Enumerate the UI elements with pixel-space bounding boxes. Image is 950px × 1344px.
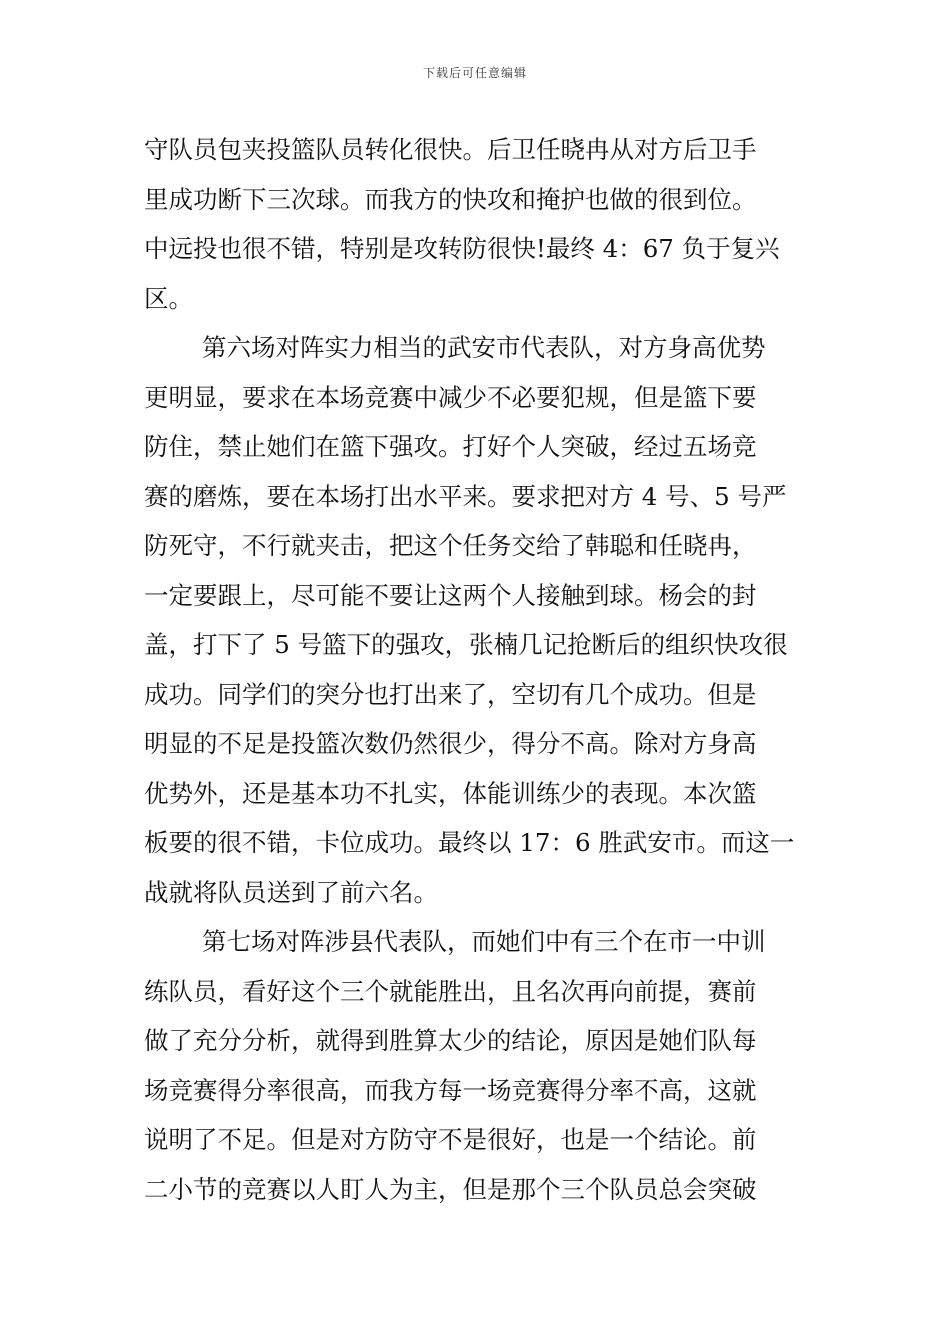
text-line: 战就将队员送到了前六名。 [144, 877, 438, 907]
text-line: 区。 [144, 283, 193, 313]
text-line: 盖，打下了 5 号篮下的强攻，张楠几记抢断后的组织快攻很 [144, 630, 788, 659]
text-line: 中远投也很不错，特别是攻转防很快!最终 4：67 负于复兴 [144, 234, 780, 263]
body-text [144, 125, 806, 1214]
text-line: 优势外，还是基本功不扎实，体能训练少的表现。本次篮 [144, 778, 757, 808]
paragraph-first-line: 第七场对阵涉县代表队，而她们中有三个在市一中训 [202, 927, 766, 956]
text-line: 更明显，要求在本场竞赛中减少不必要犯规，但是篮下要 [144, 382, 757, 412]
text-line: 赛的磨炼，要在本场打出水平来。要求把对方 4 号、5 号严 [144, 481, 787, 511]
text-line: 场竞赛得分率很高，而我方每一场竞赛得分率不高，这就 [144, 1075, 757, 1105]
text-line: 明显的不足是投篮次数仍然很少，得分不高。除对方身高 [144, 729, 757, 758]
text-line: 做了充分分析，就得到胜算太少的结论，原因是她们队每 [144, 1026, 757, 1055]
text-line: 成功。同学们的突分也打出来了，空切有几个成功。但是 [144, 679, 757, 709]
text-line: 说明了不足。但是对方防守不是很好，也是一个结论。前 [144, 1125, 757, 1154]
text-line: 二小节的竞赛以人盯人为主，但是那个三个队员总会突破 [144, 1174, 757, 1204]
text-line: 防死守，不行就夹击，把这个任务交给了韩聪和任晓冉， [144, 531, 757, 560]
text-line: 练队员，看好这个三个就能胜出，且名次再向前提，赛前 [144, 976, 757, 1006]
text-line: 防住，禁止她们在篮下强攻。打好个人突破，经过五场竞 [144, 432, 757, 461]
text-line: 一定要跟上，尽可能不要让这两个人接触到球。杨会的封 [144, 580, 757, 610]
paragraph-first-line: 第六场对阵实力相当的武安市代表队，对方身高优势 [202, 333, 766, 362]
text-line: 里成功断下三次球。而我方的快攻和掩护也做的很到位。 [144, 184, 757, 214]
text-line: 板要的很不错，卡位成功。最终以 17：6 胜武安市。而这一 [144, 828, 795, 857]
text-line: 守队员包夹投篮队员转化很快。后卫任晓冉从对方后卫手 [144, 135, 757, 164]
page-header: 下载后可任意编辑 [422, 66, 527, 80]
